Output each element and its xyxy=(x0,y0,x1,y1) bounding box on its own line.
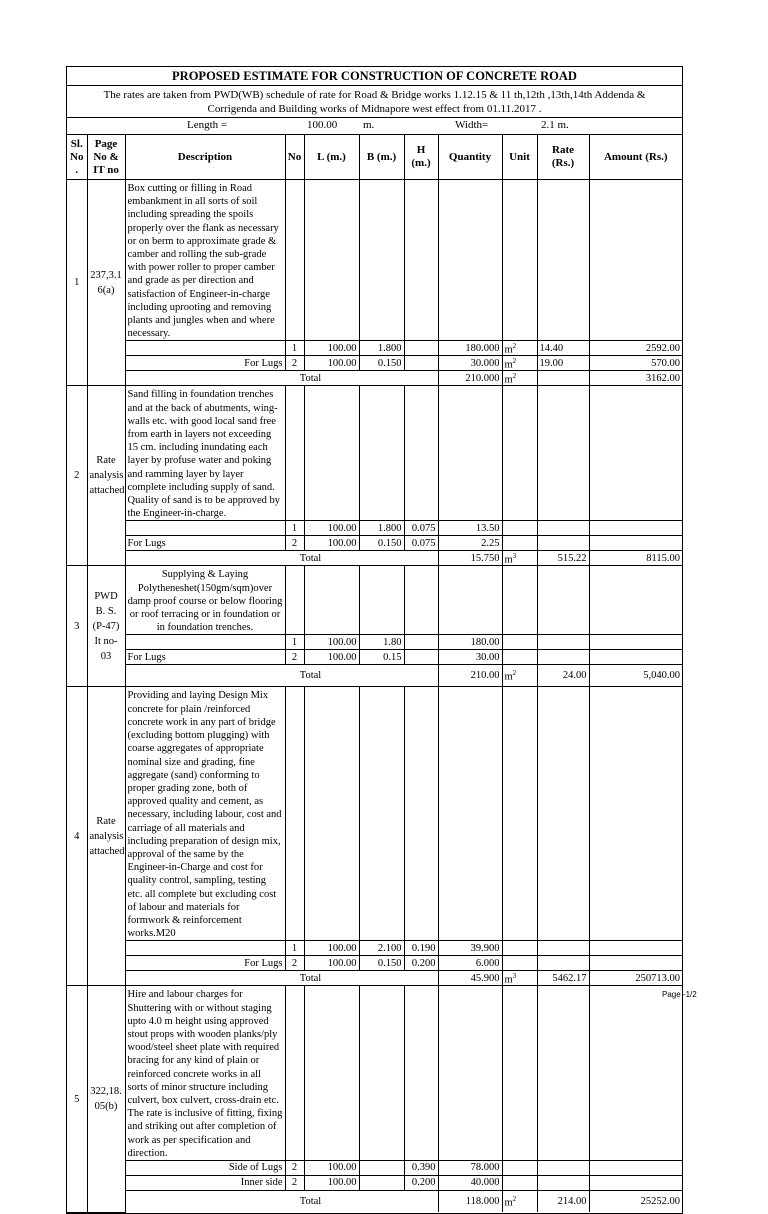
measurement-unit xyxy=(502,941,537,956)
header-page: Page No & IT no xyxy=(87,135,125,180)
measurement-height: 0.200 xyxy=(404,956,438,971)
total-rate: 214.00 xyxy=(537,1190,589,1212)
measurement-length: 100.00 xyxy=(304,521,359,536)
measurement-row xyxy=(67,956,682,971)
measurement-rate xyxy=(537,1175,589,1190)
measurement-amount xyxy=(589,956,682,971)
empty-cell xyxy=(359,386,404,521)
header-unit: Unit xyxy=(502,135,537,180)
item-description: Providing and laying Design Mix concrete for plain /reinforced concrete work in any part of bridge (excluding bottom plugging) with coarse aggregates of appropriate nominal size and grading, fine aggregate (sand) conforming to proper grading zone, both of approved quality and cement, as necessary, including labour, cost and carriage of all materials and including preparation of design mix, approval of the same by the Engineer-in-Charge and cost for quality control, sampling, testing etc. all complete but excluding cost of labour and materials for formwork & reinforcement works.M20 xyxy=(125,687,285,941)
measurement-amount: 2592.00 xyxy=(589,341,682,356)
measurement-no: 2 xyxy=(285,956,304,971)
measurement-row xyxy=(67,1160,682,1175)
total-amount: 8115.00 xyxy=(589,551,682,566)
measurement-no: 1 xyxy=(285,941,304,956)
total-quantity: 118.000 xyxy=(438,1190,502,1212)
measurement-no: 1 xyxy=(285,521,304,536)
dimension-row xyxy=(67,118,682,135)
total-unit: $m^2$ xyxy=(502,665,537,687)
item-description: Box cutting or filling in Road embankment in all sorts of soil including spreading the spoils properly over the flank as necessary or on berm to approximate grade & camber and rolling the sub-grade with power roller to proper camber and grade as per direction and satisfaction of Engineer-in-charge including uprooting and removing plants and jungles when and where necessary. xyxy=(125,180,285,341)
empty-cell xyxy=(285,386,304,521)
total-unit: $m^3$ xyxy=(502,971,537,986)
item-row xyxy=(67,986,682,1161)
measurement-height: 0.200 xyxy=(404,1175,438,1190)
measurement-unit xyxy=(502,956,537,971)
total-label: Total xyxy=(125,1190,438,1212)
empty-cell xyxy=(304,986,359,1161)
measurement-rate xyxy=(537,1160,589,1175)
measurement-row xyxy=(67,635,682,650)
measurement-quantity: 180.000 xyxy=(438,341,502,356)
header-breadth: B (m.) xyxy=(359,135,404,180)
measurement-row xyxy=(67,941,682,956)
page-number: Page -1/2 xyxy=(662,990,697,999)
unit-exponent: 3 xyxy=(512,551,517,560)
measurement-unit: $m^2$ xyxy=(502,341,537,356)
measurement-label xyxy=(125,941,285,956)
measurement-breadth: 1.800 xyxy=(359,341,404,356)
total-label: Total xyxy=(125,551,438,566)
measurement-no: 2 xyxy=(285,1160,304,1175)
measurement-breadth: 0.150 xyxy=(359,956,404,971)
empty-cell xyxy=(589,986,682,1161)
measurement-amount xyxy=(589,1175,682,1190)
empty-cell xyxy=(589,566,682,635)
measurement-height xyxy=(404,341,438,356)
measurement-length: 100.00 xyxy=(304,356,359,371)
empty-cell xyxy=(537,687,589,941)
measurement-rate xyxy=(537,536,589,551)
estimate-sheet xyxy=(66,66,683,1214)
item-row xyxy=(67,180,682,341)
empty-cell xyxy=(304,386,359,521)
header-sl: Sl. No . xyxy=(67,135,87,180)
item-sl-no: 5 xyxy=(67,986,87,1213)
empty-cell xyxy=(537,566,589,635)
measurement-length: 100.00 xyxy=(304,1175,359,1190)
page-title: PROPOSED ESTIMATE FOR CONSTRUCTION OF CONCRETE ROAD xyxy=(67,67,682,86)
measurement-rate xyxy=(537,521,589,536)
measurement-length: 100.00 xyxy=(304,1160,359,1175)
header-length: L (m.) xyxy=(304,135,359,180)
measurement-rate xyxy=(537,635,589,650)
measurement-unit: $m^2$ xyxy=(502,356,537,371)
total-label: Total xyxy=(125,665,438,687)
length-label: Length = xyxy=(187,119,228,131)
measurement-height xyxy=(404,635,438,650)
empty-cell xyxy=(404,566,438,635)
measurement-no: 2 xyxy=(285,356,304,371)
total-row xyxy=(67,665,682,687)
measurement-rate xyxy=(537,941,589,956)
total-label: Total xyxy=(125,971,438,986)
width-label: Width= xyxy=(455,119,489,131)
measurement-label: Side of Lugs xyxy=(125,1160,285,1175)
measurement-quantity: 6.000 xyxy=(438,956,502,971)
empty-cell xyxy=(304,180,359,341)
note-line-2: Corrigenda and Building works of Midnapore west effect from 01.11.2017 . xyxy=(207,103,542,115)
measurement-quantity: 39.900 xyxy=(438,941,502,956)
total-amount: 3162.00 xyxy=(589,371,682,386)
item-sl-no: 3 xyxy=(67,566,87,687)
width-value: 2.1 m. xyxy=(541,119,569,131)
empty-cell xyxy=(359,180,404,341)
measurement-unit xyxy=(502,1160,537,1175)
empty-cell xyxy=(285,180,304,341)
header-rate: Rate (Rs.) xyxy=(537,135,589,180)
measurement-no: 2 xyxy=(285,650,304,665)
measurement-amount xyxy=(589,635,682,650)
measurement-length: 100.00 xyxy=(304,956,359,971)
item-description: Hire and labour charges for Shuttering with or without staging upto 4.0 m height using approved stout props with wooden planks/ply wood/steel sheet plate with required bracing for any kind of plain or reinforced concrete works in all sorts of minor structure including culvert, box culvert, cross-drain etc. The rate is inclusive of fitting, fixing and striking out after completion of work as per specification and direction. xyxy=(125,986,285,1161)
measurement-breadth xyxy=(359,1160,404,1175)
measurement-row xyxy=(67,650,682,665)
note-line-1: The rates are taken from PWD(WB) schedule of rate for Road & Bridge works 1.12.15 & 11 th,12th ,13th,14th Addenda & xyxy=(103,89,646,101)
total-amount: 5,040.00 xyxy=(589,665,682,687)
measurement-height: 0.190 xyxy=(404,941,438,956)
total-row xyxy=(67,971,682,986)
measurement-breadth: 0.15 xyxy=(359,650,404,665)
measurement-amount xyxy=(589,941,682,956)
measurement-rate: 19.00 xyxy=(537,356,589,371)
empty-cell xyxy=(589,687,682,941)
measurement-row xyxy=(67,536,682,551)
measurement-breadth: 0.150 xyxy=(359,536,404,551)
measurement-length: 100.00 xyxy=(304,650,359,665)
measurement-no: 1 xyxy=(285,635,304,650)
measurement-row xyxy=(67,1175,682,1190)
item-page-no: 322,18. 05(b) xyxy=(87,986,125,1213)
measurement-unit xyxy=(502,1175,537,1190)
empty-cell xyxy=(502,386,537,521)
item-row xyxy=(67,386,682,521)
measurement-amount xyxy=(589,1160,682,1175)
total-label: Total xyxy=(125,371,438,386)
measurement-height: 0.075 xyxy=(404,536,438,551)
header-description: Description xyxy=(125,135,285,180)
measurement-label xyxy=(125,635,285,650)
total-unit: $m^2$ xyxy=(502,1190,537,1212)
measurement-height xyxy=(404,650,438,665)
measurement-label: For Lugs xyxy=(125,536,285,551)
empty-cell xyxy=(359,687,404,941)
empty-cell xyxy=(404,180,438,341)
total-quantity: 210.00 xyxy=(438,665,502,687)
empty-cell xyxy=(537,986,589,1161)
header-amount: Amount (Rs.) xyxy=(589,135,682,180)
item-row xyxy=(67,566,682,635)
total-rate: 5462.17 xyxy=(537,971,589,986)
unit-exponent: 2 xyxy=(512,356,517,365)
measurement-rate: 14.40 xyxy=(537,341,589,356)
measurement-amount: 570.00 xyxy=(589,356,682,371)
measurement-rate xyxy=(537,956,589,971)
total-row xyxy=(67,371,682,386)
item-sl-no: 1 xyxy=(67,180,87,386)
empty-cell xyxy=(285,566,304,635)
empty-cell xyxy=(502,180,537,341)
estimate-table xyxy=(67,135,682,1213)
unit-exponent: 2 xyxy=(512,1194,517,1203)
header-row xyxy=(67,135,682,180)
measurement-amount xyxy=(589,536,682,551)
empty-cell xyxy=(359,986,404,1161)
total-unit: $m^3$ xyxy=(502,551,537,566)
measurement-label: Inner side xyxy=(125,1175,285,1190)
rate-source-note xyxy=(67,86,682,118)
length-unit: m. xyxy=(363,119,375,131)
measurement-breadth: 2.100 xyxy=(359,941,404,956)
measurement-label xyxy=(125,521,285,536)
measurement-quantity: 30.00 xyxy=(438,650,502,665)
measurement-length: 100.00 xyxy=(304,941,359,956)
total-rate: 24.00 xyxy=(537,665,589,687)
item-page-no: PWD B. S.(P-47) It no-03 xyxy=(87,566,125,687)
empty-cell xyxy=(438,566,502,635)
item-description: Supplying & Laying Polytheneshet(150gm/sqm)over damp proof course or below flooring or roof terracing or in foundation or in foundation trenches. xyxy=(125,566,285,635)
unit-exponent: 2 xyxy=(512,341,517,350)
total-amount: 250713.00 xyxy=(589,971,682,986)
measurement-length: 100.00 xyxy=(304,635,359,650)
empty-cell xyxy=(589,386,682,521)
item-description: Sand filling in foundation trenches and at the back of abutments, wing-walls etc. with good local sand free from earth in layers not exceeding 15 cm. including inundating each layer by profuse water and poking and ramming layer by layer complete including supply of sand. Quality of sand is to be approved by the Engineer-in-charge. xyxy=(125,386,285,521)
measurement-no: 2 xyxy=(285,536,304,551)
measurement-no: 1 xyxy=(285,341,304,356)
measurement-breadth xyxy=(359,1175,404,1190)
measurement-height: 0.390 xyxy=(404,1160,438,1175)
item-sl-no: 2 xyxy=(67,386,87,566)
empty-cell xyxy=(589,180,682,341)
measurement-unit xyxy=(502,650,537,665)
header-no: No xyxy=(285,135,304,180)
measurement-quantity: 30.000 xyxy=(438,356,502,371)
measurement-label xyxy=(125,341,285,356)
total-row xyxy=(67,551,682,566)
empty-cell xyxy=(404,986,438,1161)
empty-cell xyxy=(502,566,537,635)
empty-cell xyxy=(438,180,502,341)
item-row xyxy=(67,687,682,941)
empty-cell xyxy=(537,180,589,341)
measurement-label: For Lugs xyxy=(125,356,285,371)
total-quantity: 210.000 xyxy=(438,371,502,386)
total-quantity: 15.750 xyxy=(438,551,502,566)
empty-cell xyxy=(502,986,537,1161)
total-rate xyxy=(537,371,589,386)
measurement-quantity: 13.50 xyxy=(438,521,502,536)
unit-exponent: 2 xyxy=(512,371,517,380)
measurement-no: 2 xyxy=(285,1175,304,1190)
measurement-unit xyxy=(502,521,537,536)
measurement-amount xyxy=(589,521,682,536)
measurement-row xyxy=(67,521,682,536)
measurement-unit xyxy=(502,536,537,551)
empty-cell xyxy=(285,687,304,941)
empty-cell xyxy=(404,386,438,521)
empty-cell xyxy=(304,687,359,941)
empty-cell xyxy=(438,386,502,521)
empty-cell xyxy=(537,386,589,521)
header-height: H (m.) xyxy=(404,135,438,180)
item-page-no: 237,3.1 6(a) xyxy=(87,180,125,386)
measurement-quantity: 78.000 xyxy=(438,1160,502,1175)
item-sl-no: 4 xyxy=(67,687,87,986)
unit-exponent: 2 xyxy=(512,669,517,678)
measurement-quantity: 180.00 xyxy=(438,635,502,650)
empty-cell xyxy=(404,687,438,941)
measurement-length: 100.00 xyxy=(304,341,359,356)
total-amount: 25252.00 xyxy=(589,1190,682,1212)
empty-cell xyxy=(502,687,537,941)
measurement-row xyxy=(67,341,682,356)
measurement-height xyxy=(404,356,438,371)
measurement-breadth: 1.800 xyxy=(359,521,404,536)
measurement-height: 0.075 xyxy=(404,521,438,536)
total-quantity: 45.900 xyxy=(438,971,502,986)
measurement-label: For Lugs xyxy=(125,956,285,971)
total-unit: $m^2$ xyxy=(502,371,537,386)
empty-cell xyxy=(285,986,304,1161)
measurement-label: For Lugs xyxy=(125,650,285,665)
header-quantity: Quantity xyxy=(438,135,502,180)
total-rate: 515.22 xyxy=(537,551,589,566)
unit-exponent: 3 xyxy=(512,971,517,980)
item-page-no: Rate analysis attached xyxy=(87,687,125,986)
empty-cell xyxy=(438,687,502,941)
empty-cell xyxy=(438,986,502,1161)
measurement-quantity: 2.25 xyxy=(438,536,502,551)
measurement-rate xyxy=(537,650,589,665)
empty-cell xyxy=(304,566,359,635)
measurement-unit xyxy=(502,635,537,650)
total-row xyxy=(67,1190,682,1212)
measurement-amount xyxy=(589,650,682,665)
measurement-length: 100.00 xyxy=(304,536,359,551)
measurement-breadth: 0.150 xyxy=(359,356,404,371)
measurement-breadth: 1.80 xyxy=(359,635,404,650)
measurement-row xyxy=(67,356,682,371)
item-page-no: Rate analysis attached xyxy=(87,386,125,566)
length-value: 100.00 xyxy=(307,119,338,131)
measurement-quantity: 40.000 xyxy=(438,1175,502,1190)
empty-cell xyxy=(359,566,404,635)
